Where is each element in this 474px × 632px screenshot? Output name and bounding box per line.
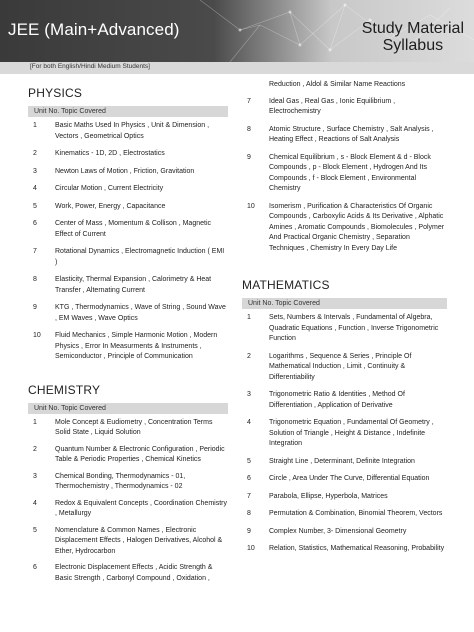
physics-table — [28, 121, 228, 363]
table-row: 10 Isomerism , Purification & Characteristics Of Organic Compounds , Carboxylic Acids & Its Derivative , Alphatic Amines , Aromatic Compounds , Biomolecules , Polymer And Practical Organic Chemistry , Separation Techniques , Chemistry In Every Day Life — [247, 202, 445, 252]
table-row: 7 Rotational Dynamics , Electromagnetic Induction ( EMI ) — [33, 248, 225, 266]
table-row: 4 Redox & Equivalent Concepts , Coordination Chemistry , Metallurgy — [33, 499, 227, 517]
table-row: 1 Sets, Numbers & Intervals , Fundamental of Algebra, Quadratic Equations , Function , Inverse Trigonometric Function — [247, 314, 439, 342]
table-row: 9 Complex Number, 3- Dimensional Geometry — [247, 527, 407, 535]
table-row: 2 Quantum Number & Electronic Configuration , Periodic Table & Periodic Properties , Chemical Kinetics — [33, 445, 225, 463]
table-row: 5 Work, Power, Energy , Capacitance — [33, 202, 166, 210]
table-row: 5 Straight Line , Determinant, Definite Integration — [247, 457, 415, 465]
table-row: 2 Kinematics - 1D, 2D , Electrostatics — [33, 150, 165, 157]
table-row: 6 Center of Mass , Momentum & Collison , Magnetic Effect of Current — [33, 220, 212, 238]
subtitle-bar — [0, 62, 474, 74]
chemistry-table-header: Unit No. Topic Covered — [28, 403, 228, 414]
mathematics-table — [242, 313, 447, 555]
table-row: 9 Chemical Equilibrium , s - Block Element & d - Block Compounds , p - Block Element , Hydrogen And Its Compounds , f - Block Element , Environmental Chemistry — [247, 153, 431, 192]
table-row: 8 Permutation & Combination, Binomial Theorem, Vectors — [247, 510, 443, 517]
table-row: 3 Trigonometric Ratio & Identities , Method Of Differentiation , Application of Derivative — [247, 391, 405, 409]
left-column — [28, 80, 228, 584]
mathematics-table-header: Unit No. Topic Covered — [242, 298, 447, 309]
subtitle-text: [For both English/Hindi Medium Students] — [30, 63, 150, 70]
chemistry-title: CHEMISTRY — [28, 382, 101, 397]
table-row: 4 Circular Motion , Current Electricity — [33, 185, 164, 192]
table-row: Reduction , Aldol & Similar Name Reactions — [269, 81, 406, 88]
header-title: JEE (Main+Advanced) — [8, 20, 180, 39]
table-row: 5 Nomenclature & Common Names , Electronic Displacement Effects , Halogen Derivatives, Alcohol & Ether, Hydrocarbon — [33, 526, 223, 555]
physics-table-header: Unit No. Topic Covered — [28, 106, 228, 117]
page-header — [0, 0, 474, 62]
header-syllabus: Syllabus — [382, 37, 444, 54]
table-row: 2 Logarithms , Sequence & Series , Principle Of Mathematical Induction , Limit , Continuity & Differentiability — [247, 352, 412, 381]
chemistry-table-continued — [242, 80, 447, 254]
table-row: 8 Atomic Structure , Surface Chemistry , Salt Analysis , Heating Effect , Reactions of Salt Analysis — [247, 125, 434, 143]
physics-title: PHYSICS — [28, 86, 83, 100]
table-row: 6 Electronic Displacement Effects , Acidic Strength & Basic Strength , Carbonyl Compound , Oxidation , — [33, 564, 213, 582]
table-row: 3 Newton Laws of Motion , Friction, Gravitation — [33, 167, 195, 175]
table-row: 9 KTG , Thermodynamics , Wave of String , Sound Wave , EM Waves , Wave Optics — [33, 304, 226, 322]
table-row: 3 Chemical Bonding, Thermodynamics - 01, Thermochemistry , Thermodynamics - 02 — [33, 472, 186, 490]
header-right-title — [362, 20, 464, 54]
table-row: 4 Trigonometric Equation , Fundamental Of Geometry , Solution of Triangle , Height & Distance , Indefinite Integration — [247, 419, 434, 447]
table-row: 7 Parabola, Ellipse, Hyperbola, Matrices — [247, 492, 388, 500]
table-row: 8 Elasticity, Thermal Expansion , Calorimetry & Heat Transfer , Alternating Current — [33, 276, 212, 294]
header-study-material: Study Material — [361, 20, 464, 37]
table-row: 7 Ideal Gas , Real Gas , Ionic Equilibrium , Electrochemistry — [247, 97, 396, 115]
table-row: 1 Mole Concept & Eudiometry , Concentration Terms Solid State , Liquid Solution — [33, 418, 213, 436]
right-column — [242, 80, 447, 555]
chemistry-table — [28, 418, 228, 585]
table-row: 10 Relation, Statistics, Mathematical Reasoning, Probability — [247, 545, 445, 552]
mathematics-title: MATHEMATICS — [242, 278, 330, 292]
table-row: 6 Circle , Area Under The Curve, Differential Equation — [247, 475, 430, 482]
table-row: 10 Fluid Mechanics , Simple Harmonic Motion , Modern Physics , Error In Measurments & Instruments , Semiconductor , Principle of Communication — [33, 332, 218, 360]
table-row: 1 Basic Maths Used In Physics , Unit & Dimension , Vectors , Geometrical Optics — [33, 122, 210, 140]
